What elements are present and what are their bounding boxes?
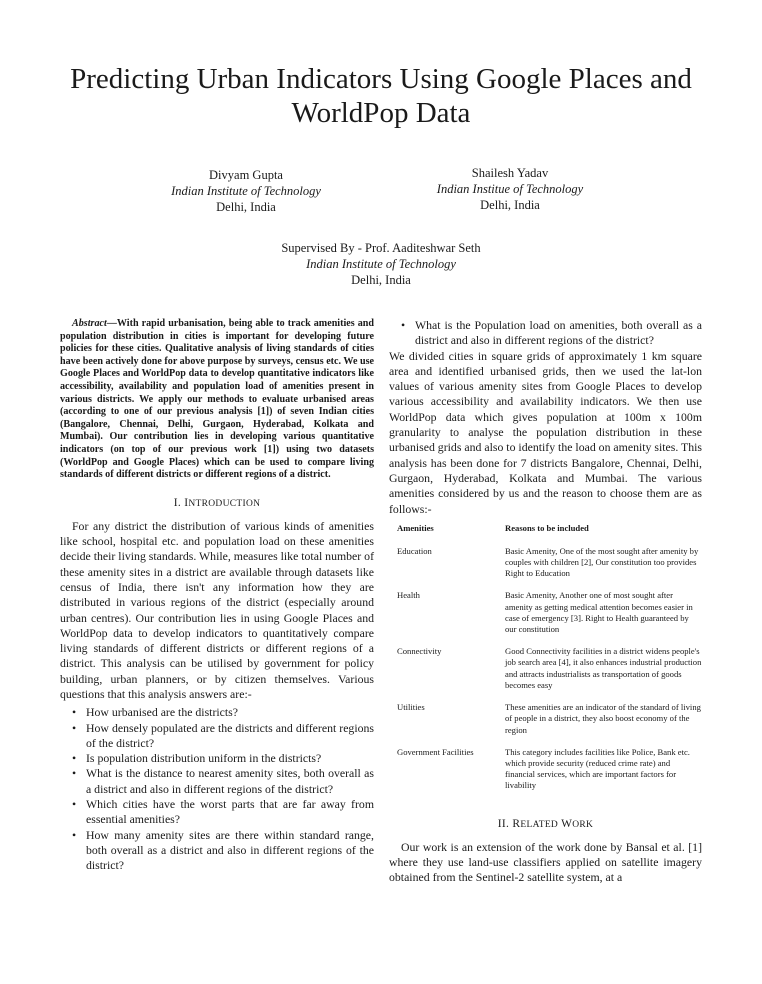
author-name: Shailesh Yadav — [471, 166, 549, 180]
table-header-row — [389, 523, 702, 546]
table-row — [389, 590, 702, 646]
abstract-lead: Abstract — [72, 318, 107, 329]
author-1 — [146, 167, 346, 215]
section-heading-related-work — [389, 817, 702, 832]
list-item: • How urbanised are the districts? — [60, 705, 374, 720]
amenities-table — [389, 523, 702, 803]
section-title-initial: I — [184, 496, 189, 509]
table-cell: Connectivity — [397, 646, 442, 657]
list-item: • What is the distance to nearest amenity sites, both overall as a district and also in different regions of the district? — [60, 766, 374, 797]
list-item: • Is population distribution uniform in the districts? — [60, 751, 374, 766]
table-cell: Basic Amenity, One of the most sought after amenity by couples with children [2], Our constitution too provides Right to Education — [505, 545, 699, 579]
list-item: • Which cities have the worst parts that are far away from essential amenities? — [60, 797, 374, 828]
author-affiliation: Indian Institute of Technology — [306, 257, 456, 271]
section-title-initial: R — [512, 817, 521, 830]
section-title-rest: ORK — [572, 819, 594, 830]
paper-title: Predicting Urban Indicators Using Google Places and WorldPop Data — [70, 63, 692, 129]
abstract — [60, 318, 374, 482]
table-cell: Basic Amenity, Another one of most sought after amenity as getting medical attention becomes easier in case of emergency [3]. Right to Health guaranteed by our constitution — [505, 590, 693, 635]
author-affiliation: Indian Institute of Technology — [171, 184, 321, 198]
section-title-initial: W — [561, 817, 573, 830]
author-location: Delhi, India — [351, 273, 411, 287]
list-item: • What is the Population load on amenities, both overall as a district and also in different regions of the district? — [389, 318, 702, 349]
table-row — [389, 546, 702, 591]
table-cell: Education — [397, 545, 432, 556]
left-column — [60, 318, 374, 874]
question-list-continued — [389, 318, 702, 349]
question-list — [60, 705, 374, 873]
section-number: II. — [497, 817, 510, 830]
table-row — [389, 747, 702, 803]
table-cell: Government Facilities — [397, 746, 474, 757]
table-row — [389, 646, 702, 702]
table-header: Reasons to be included — [505, 522, 589, 533]
author-name: Divyam Gupta — [209, 168, 283, 182]
right-column — [389, 318, 702, 885]
table-cell: This category includes facilities like Police, Bank etc. which provide security (reduced crime rate) and financial services, which are important factors for livability — [505, 746, 690, 791]
table-cell: Utilities — [397, 702, 425, 713]
abstract-text: —With rapid urbanisation, being able to track amenities and population distribution in cities is important for developing future policies for these cities. Qualitative analysis of living standards of cities have been actively done for above purpose by surveys, census etc. We use Google Places and WorldPop data to develop quantitative indicators like accessibility, availability and population load of amenities present in various districts. We apply our methods to evaluate urbanised areas (according to one of our previous analysis [1]) of seven Indian cities (Bangalore, Chennai, Delhi, Gurgaon, Hyderabad, Kolkata and Mumbai). Our contribution lies in developing various quantitative indicators (on top of our previous work [1]) using two datasets (WorldPop and Google Places) which can be used to compare living standards of different districts or different regions of a district. — [60, 318, 374, 481]
author-2 — [410, 165, 610, 213]
section-title-rest: NTRODUCTION — [188, 498, 261, 509]
intro-paragraph: For any district the distribution of various kinds of amenities like school, hospital etc. and population load on these amenities decide their living standards. While, measures like total number of these amenity sites in a district are available through datasets like census of India, there isn't any information how they are distributed in various regions of the district (especially around urban centres). Our contribution lies in using Google Places and WorldPop data to develop indicators to quantitatively compare living standards of different districts or different regions of a district. This analysis can be utilised by government for policy building, urban planners, or by citizen themselves. Various questions that this analysis answers are:- — [60, 518, 374, 701]
author-location: Delhi, India — [480, 198, 540, 212]
related-work-paragraph: Our work is an extension of the work done by Bansal et al. [1] where they use land-use classifiers applied on satellite imagery obtained from the Sentinel-2 satellite system, at a — [389, 839, 702, 885]
section-number: I. — [173, 496, 182, 509]
author-name: Supervised By - Prof. Aaditeshwar Seth — [281, 241, 481, 255]
method-paragraph: We divided cities in square grids of approximately 1 km square area and identified urbanised grids, then we used the lat-lon values of various amenity sites from Google Places to develop various accessibility and availability indicators. We then use WorldPop data which gives population at 100m x 100m granularity to analyse the population distribution in these urbanised grids and also to identify the load on amenity sites. This analysis has been done for 7 districts Bangalore, Chennai, Delhi, Gurgaon, Hyderabad, Kolkata and Mumbai. The various amenities considered by us and the reason to choose them are as follows:- — [389, 348, 703, 516]
list-item: • How densely populated are the districts and different regions of the district? — [60, 721, 374, 752]
table-cell: Health — [397, 590, 420, 601]
table-header: Amenities — [397, 522, 434, 533]
table-cell: Good Connectivity facilities in a district widens people's job search area [4], it also enhances industrial production and attracts industrialists as transportation of goods becomes easy — [505, 646, 702, 690]
table-row — [389, 702, 702, 747]
table-cell: These amenities are an indicator of the standard of living of people in a district, they also boost economy of the region — [505, 702, 701, 735]
list-item: • How many amenity sites are there within standard range, both overall as a district and also in different regions of the district? — [60, 828, 374, 874]
author-location: Delhi, India — [216, 200, 276, 214]
section-heading-introduction — [60, 496, 374, 511]
section-title-rest: ELATED — [520, 819, 559, 830]
supervisor — [231, 240, 531, 288]
author-affiliation: Indian Institue of Technology — [436, 182, 584, 196]
